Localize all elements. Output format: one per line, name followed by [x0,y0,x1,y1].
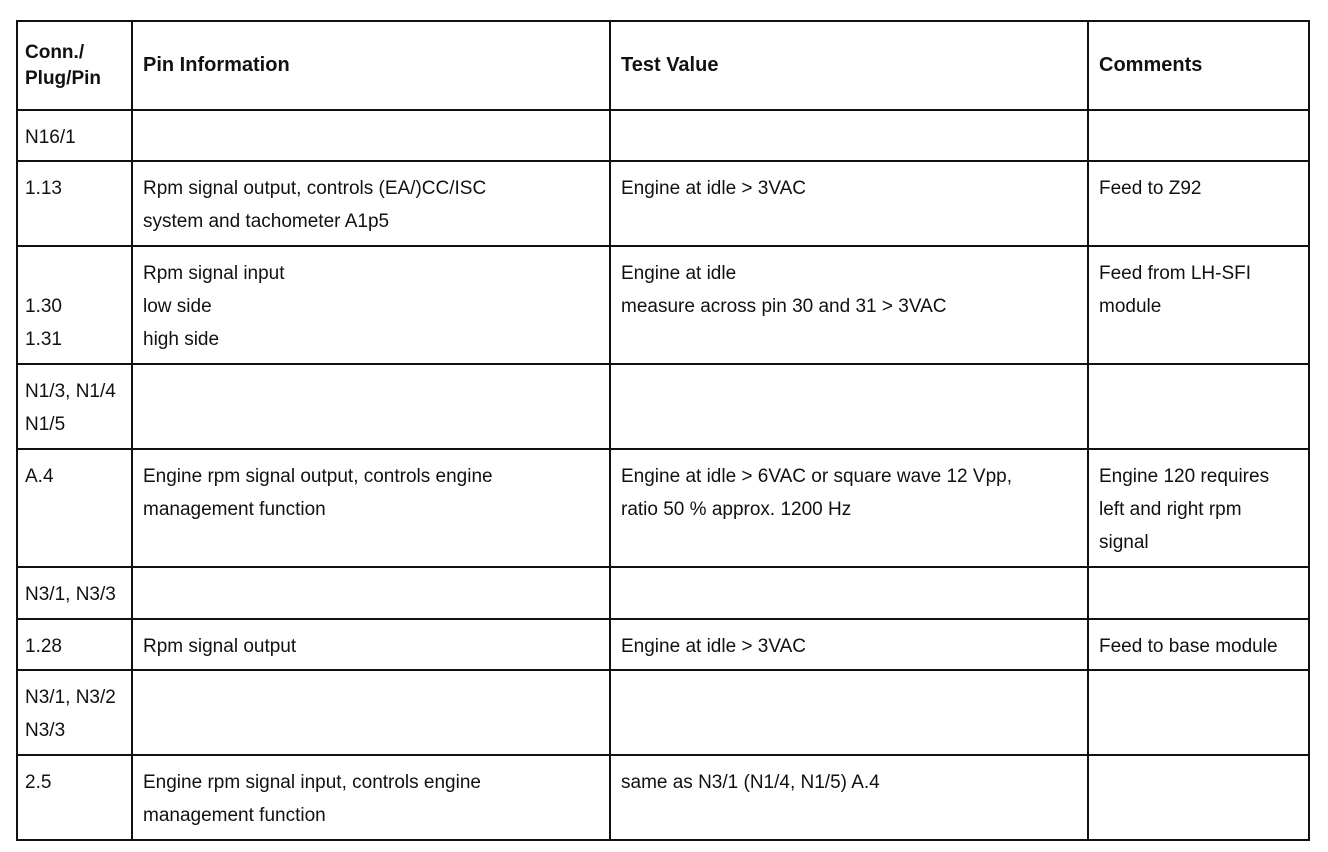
comment-cell [1088,110,1309,161]
test-line: same as N3/1 (N1/4, N1/5) A.4 [621,772,880,793]
comment-cell [1088,246,1309,364]
pin-cell [17,670,132,755]
pin-cell [17,364,132,449]
header-pin-information: Pin Information [132,21,610,110]
info-line: system and tachometer A1p5 [143,211,390,232]
pin-line: N3/1, N3/2 [25,687,116,708]
pin-line [25,257,125,290]
pin-line: 2.5 [25,772,52,793]
comment-line: Engine 120 requires [1099,466,1270,487]
header-conn-line2: Plug/Pin [25,67,101,89]
info-line: Rpm signal output [143,636,297,657]
comment-cell [1088,364,1309,449]
table-row [17,110,1309,161]
test-cell [610,619,1088,670]
info-cell [132,619,610,670]
table-row [17,364,1309,449]
info-line: management function [143,805,326,826]
test-cell [610,449,1088,567]
header-comments: Comments [1088,21,1309,110]
test-cell [610,755,1088,840]
test-cell [610,161,1088,246]
pin-line: N1/5 [25,414,66,435]
table-row [17,449,1309,567]
comment-line: Feed to Z92 [1099,178,1202,199]
info-cell [132,567,610,619]
header-conn-line1: Conn./ [25,41,85,63]
test-cell [610,567,1088,619]
comment-cell [1088,567,1309,619]
info-line: low side [143,296,212,317]
test-cell [610,246,1088,364]
pin-cell [17,161,132,246]
comment-line: left and right rpm [1099,499,1242,520]
info-cell [132,755,610,840]
pin-line: N16/1 [25,127,76,148]
pin-line: 1.30 [25,296,62,317]
comment-line: Feed to base module [1099,636,1278,657]
table-row [17,161,1309,246]
test-cell [610,670,1088,755]
info-line: Rpm signal input [143,263,285,284]
info-line: management function [143,499,326,520]
info-cell [132,670,610,755]
pin-line: 1.31 [25,329,62,350]
table-row [17,670,1309,755]
test-line: measure across pin 30 and 31 > 3VAC [621,296,947,317]
pin-line: N3/3 [25,720,66,741]
info-line: Rpm signal output, controls (EA/)CC/ISC [143,178,487,199]
test-cell [610,364,1088,449]
pin-cell [17,755,132,840]
info-cell [132,110,610,161]
test-line: Engine at idle > 3VAC [621,178,807,199]
comment-line: Feed from LH-SFI [1099,263,1252,284]
pin-cell [17,567,132,619]
test-line: Engine at idle > 6VAC or square wave 12 Vpp, [621,466,1012,487]
header-test-value: Test Value [610,21,1088,110]
info-line: Engine rpm signal output, controls engine [143,466,493,487]
comment-cell [1088,670,1309,755]
pin-table-container [16,20,1310,841]
pin-information-table [16,20,1310,841]
table-row [17,567,1309,619]
pin-line: 1.28 [25,636,62,657]
info-line: high side [143,329,220,350]
comment-cell [1088,755,1309,840]
table-row [17,619,1309,670]
comment-cell [1088,619,1309,670]
pin-line: N3/1, N3/3 [25,584,116,605]
info-cell [132,449,610,567]
test-cell [610,110,1088,161]
pin-line: 1.13 [25,178,62,199]
table-row [17,246,1309,364]
comment-cell [1088,449,1309,567]
info-cell [132,246,610,364]
pin-cell [17,110,132,161]
header-conn-plug-pin [17,21,132,110]
test-line: Engine at idle [621,263,737,284]
pin-line: N1/3, N1/4 [25,381,116,402]
comment-cell [1088,161,1309,246]
pin-cell [17,246,132,364]
comment-line: module [1099,296,1162,317]
pin-cell [17,619,132,670]
info-line: Engine rpm signal input, controls engine [143,772,481,793]
pin-cell [17,449,132,567]
comment-line: signal [1099,532,1149,553]
info-cell [132,161,610,246]
table-header-row [17,21,1309,110]
pin-line: A.4 [25,466,54,487]
info-cell [132,364,610,449]
test-line: ratio 50 % approx. 1200 Hz [621,499,852,520]
table-row [17,755,1309,840]
test-line: Engine at idle > 3VAC [621,636,807,657]
